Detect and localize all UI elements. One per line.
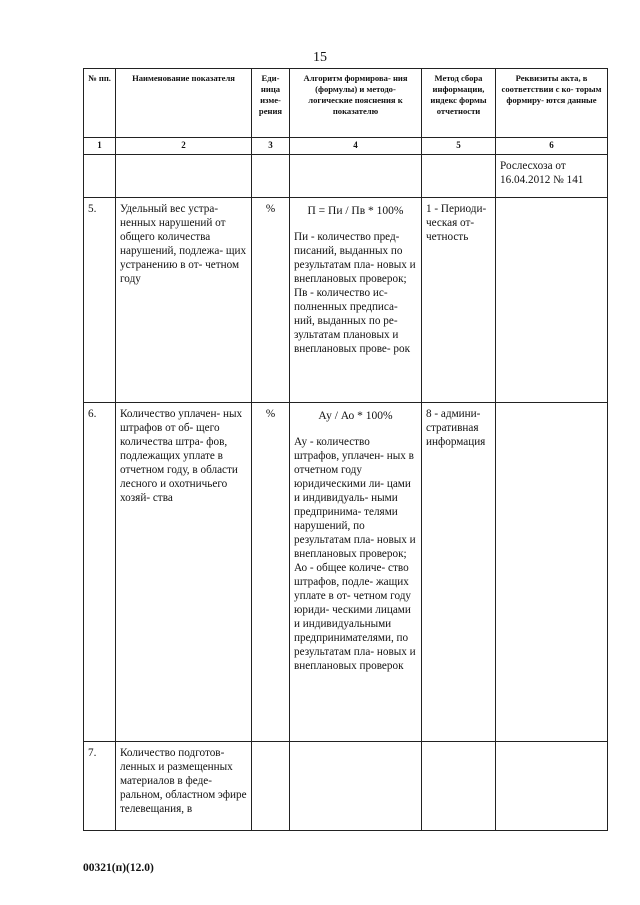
formula: Ау / Ао * 100%	[318, 410, 393, 422]
requisite-cell	[496, 403, 608, 742]
table-row	[84, 155, 608, 198]
column-number: 6	[496, 138, 608, 155]
header-method: Метод сбора информации, индекс формы отчетности	[422, 69, 496, 138]
column-number: 1	[84, 138, 116, 155]
table-row	[84, 403, 608, 742]
unit-cell	[252, 742, 290, 831]
explanation: Пв - количество ис- полненных предписа- ний, выданных по ре- зультатам плановых и внеплановых прове- рок	[294, 287, 411, 355]
method-cell	[422, 742, 496, 831]
method-cell: 8 - админи- стративная информация	[422, 403, 496, 742]
header-num: № пп.	[84, 69, 116, 138]
header-requisites: Реквизиты акта, в соответствии с ко- торым формиру- ются данные	[496, 69, 608, 138]
indicator-name: Количество уплачен- ных штрафов от об- щего количества штра- фов, подлежащих уплате в отчетном году, в области лесного и охотничьего хозяй- ства	[116, 403, 252, 742]
explanation: Ао - общее количе- ство штрафов, подле- жащих уплате в от- четном году юриди- ческими лицами и индивидуальными предпринимателями, по результатам пла- новых и внеплановых проверок	[294, 562, 416, 672]
explanation: Пи - количество пред- писаний, выданных по результатам пла- новых и внеплановых проверок;	[294, 231, 416, 285]
indicator-name: Удельный вес устра- ненных нарушений от общего количества нарушений, подлежа- щих устранению в от- четном году	[116, 198, 252, 403]
method-cell: 1 - Периоди- ческая от- четность	[422, 198, 496, 403]
requisite-cell	[496, 198, 608, 403]
algorithm-cell	[290, 198, 422, 403]
row-number: 7.	[84, 742, 116, 831]
column-number-row	[84, 138, 608, 155]
table-header	[84, 69, 608, 138]
column-number: 2	[116, 138, 252, 155]
requisite-cell: Рослесхоза от 16.04.2012 № 141	[496, 155, 608, 198]
header-name: Наименование показателя	[116, 69, 252, 138]
column-number: 3	[252, 138, 290, 155]
column-number: 5	[422, 138, 496, 155]
row-number: 6.	[84, 403, 116, 742]
column-number: 4	[290, 138, 422, 155]
header-unit: Еди- ница изме- рения	[252, 69, 290, 138]
header-algorithm: Алгоритм формирова- ния (формулы) и методо- логические пояснения к показателю	[290, 69, 422, 138]
table-row	[84, 198, 608, 403]
algorithm-cell	[290, 403, 422, 742]
algorithm-cell	[290, 742, 422, 831]
unit-cell: %	[252, 403, 290, 742]
requisite-cell	[496, 742, 608, 831]
row-number: 5.	[84, 198, 116, 403]
page-number: 15	[313, 50, 327, 65]
table-row	[84, 742, 608, 831]
formula: П = Пи / Пв * 100%	[307, 205, 404, 217]
explanation: Ау - количество штрафов, уплачен- ных в отчетном году юридическими ли- цами и индивидуаль- ными предпринима- телями нарушений, по результатам пла- новых и внеплановых проверок;	[294, 436, 416, 560]
indicator-name: Количество подготов- ленных и размещенных материалов в феде- ральном, областном эфире телевещания, в	[116, 742, 252, 831]
indicator-table	[83, 68, 608, 831]
document-code: 00321(п)(12.0)	[83, 862, 154, 874]
unit-cell: %	[252, 198, 290, 403]
